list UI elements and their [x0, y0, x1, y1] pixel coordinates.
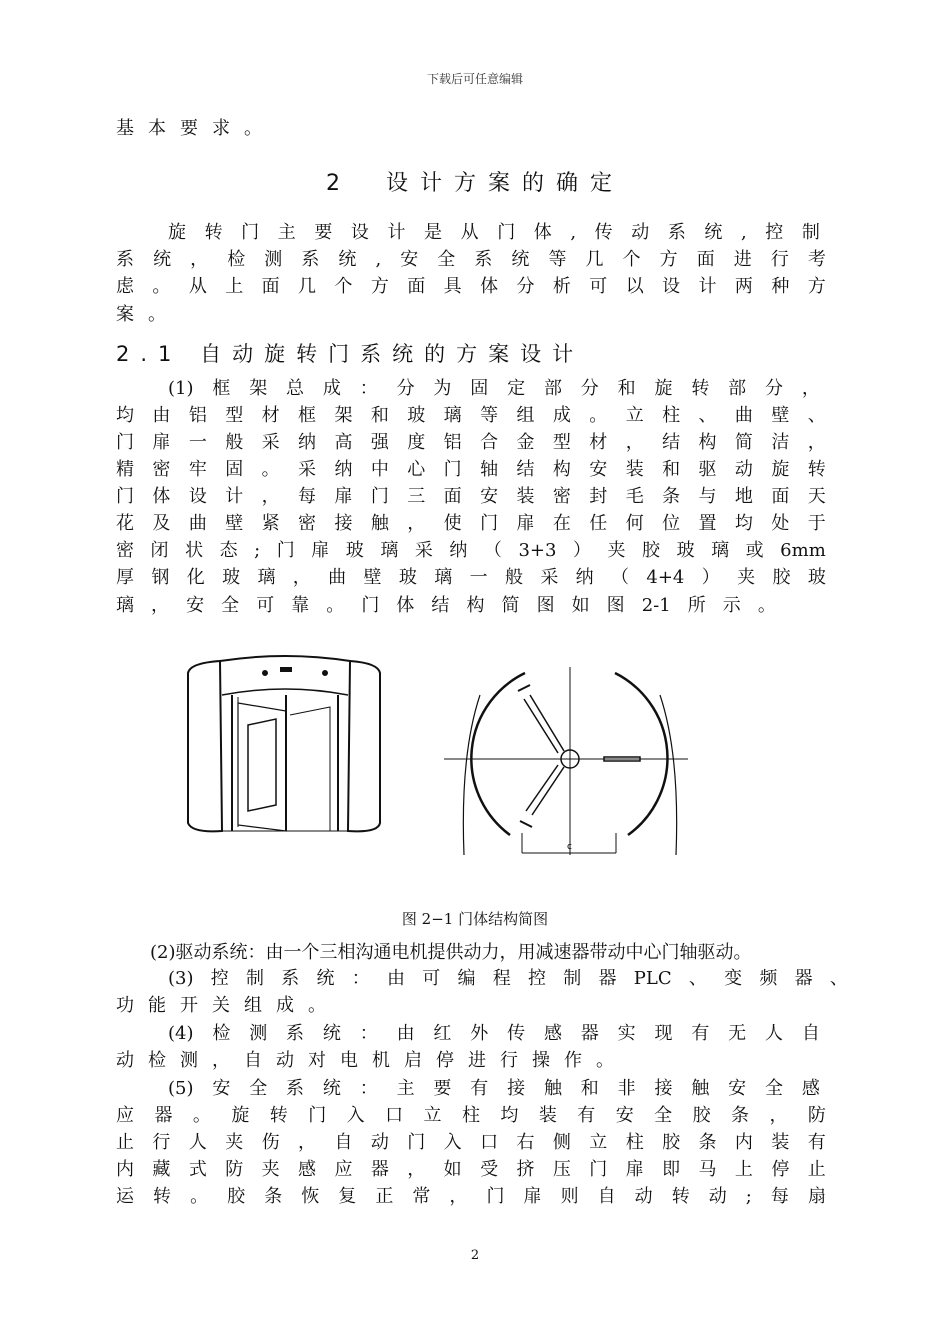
para6-line-5: 运 转 。 胶 条 恢 复 正 常 ， 门 扉 则 自 动 转 动 ; 每 扇 — [116, 1186, 826, 1207]
para2-line-2: 均 由 铝 型 材 框 架 和 玻 璃 等 组 成 。 立 柱 、 曲 壁 、 — [116, 405, 826, 426]
para1-line-1: 旋 转 门 主 要 设 计 是 从 门 体 , 传 动 系 统 , 控 制 — [168, 222, 820, 243]
para1-line-2: 系 统 ， 检 测 系 统 , 安 全 系 统 等 几 个 方 面 进 行 考 — [116, 249, 826, 270]
figure-label-c: c — [567, 842, 572, 852]
para2-line-4: 精 密 牢 固 。 采 纳 中 心 门 轴 结 构 安 装 和 驱 动 旋 转 — [116, 459, 826, 480]
door-structure-figure — [180, 655, 700, 865]
para2-line-3: 门 扉 一 般 采 纳 高 强 度 铝 合 金 型 材 ， 结 构 简 洁 ， — [116, 432, 826, 453]
door-perspective-drawing — [188, 656, 380, 831]
para5-line-1: (4) 检 测 系 统 ： 由 红 外 传 感 器 实 现 有 无 人 自 — [168, 1023, 820, 1044]
para4-line-1: (3) 控 制 系 统 ： 由 可 编 程 控 制 器 PLC 、 变 频 器 、 — [168, 968, 848, 989]
para3-line: (2)驱动系统：由一个三相沟通电机提供动力，用减速器带动中心门轴驱动。 — [150, 942, 752, 963]
para5-line-2: 动检测，自动对电机启停进行操作。 — [116, 1050, 628, 1071]
para2-line-6: 花 及 曲 壁 紧 密 接 触 ， 使 门 扉 在 任 何 位 置 均 处 于 — [116, 513, 826, 534]
page-header: 下载后可任意编辑 — [426, 72, 523, 86]
page-number: 2 — [470, 1248, 480, 1263]
section-title: 2 设计方案的确定 — [326, 171, 624, 196]
para6-line-4: 内 藏 式 防 夹 感 应 器 ， 如 受 挤 压 门 扉 即 马 上 停 止 — [116, 1159, 826, 1180]
para2-line-5: 门 体 设 计 ， 每 扉 门 三 面 安 装 密 封 毛 条 与 地 面 天 — [116, 486, 826, 507]
para2-line-8: 厚 钢 化 玻 璃 ， 曲 壁 玻 璃 一 般 采 纳 （ 4+4 ） 夹 胶 玻 — [116, 567, 826, 588]
para2-line-7: 密 闭 状 态 ; 门 扉 玻 璃 采 纳 （ 3+3 ） 夹 胶 玻 璃 或 6mm — [116, 540, 826, 561]
para2-line-1: (1) 框 架 总 成 ： 分 为 固 定 部 分 和 旋 转 部 分 ， — [168, 378, 820, 399]
para6-line-3: 止 行 人 夹 伤 ， 自 动 门 入 口 右 侧 立 柱 胶 条 内 装 有 — [116, 1132, 826, 1153]
para6-line-2: 应 器 。 旋 转 门 入 口 立 柱 均 装 有 安 全 胶 条 ， 防 — [116, 1105, 826, 1126]
para1-line-4: 案。 — [116, 304, 180, 325]
intro-end-line: 基本要求。 — [116, 118, 276, 139]
figure-caption: 图 2−1 门体结构简图 — [401, 910, 549, 928]
door-plan-drawing — [444, 667, 688, 855]
para2-line-9: 璃 ， 安 全 可 靠 。 门 体 结 构 简 图 如 图 2-1 所 示 。 — [116, 595, 776, 616]
para1-line-3: 虑 。 从 上 面 几 个 方 面 具 体 分 析 可 以 设 计 两 种 方 — [116, 276, 826, 297]
para4-line-2: 功能开关组成。 — [116, 995, 340, 1016]
subsection-title: 2.1 自动旋转门系统的方案设计 — [116, 342, 585, 366]
para6-line-1: (5) 安 全 系 统 ： 主 要 有 接 触 和 非 接 触 安 全 感 — [168, 1078, 820, 1099]
